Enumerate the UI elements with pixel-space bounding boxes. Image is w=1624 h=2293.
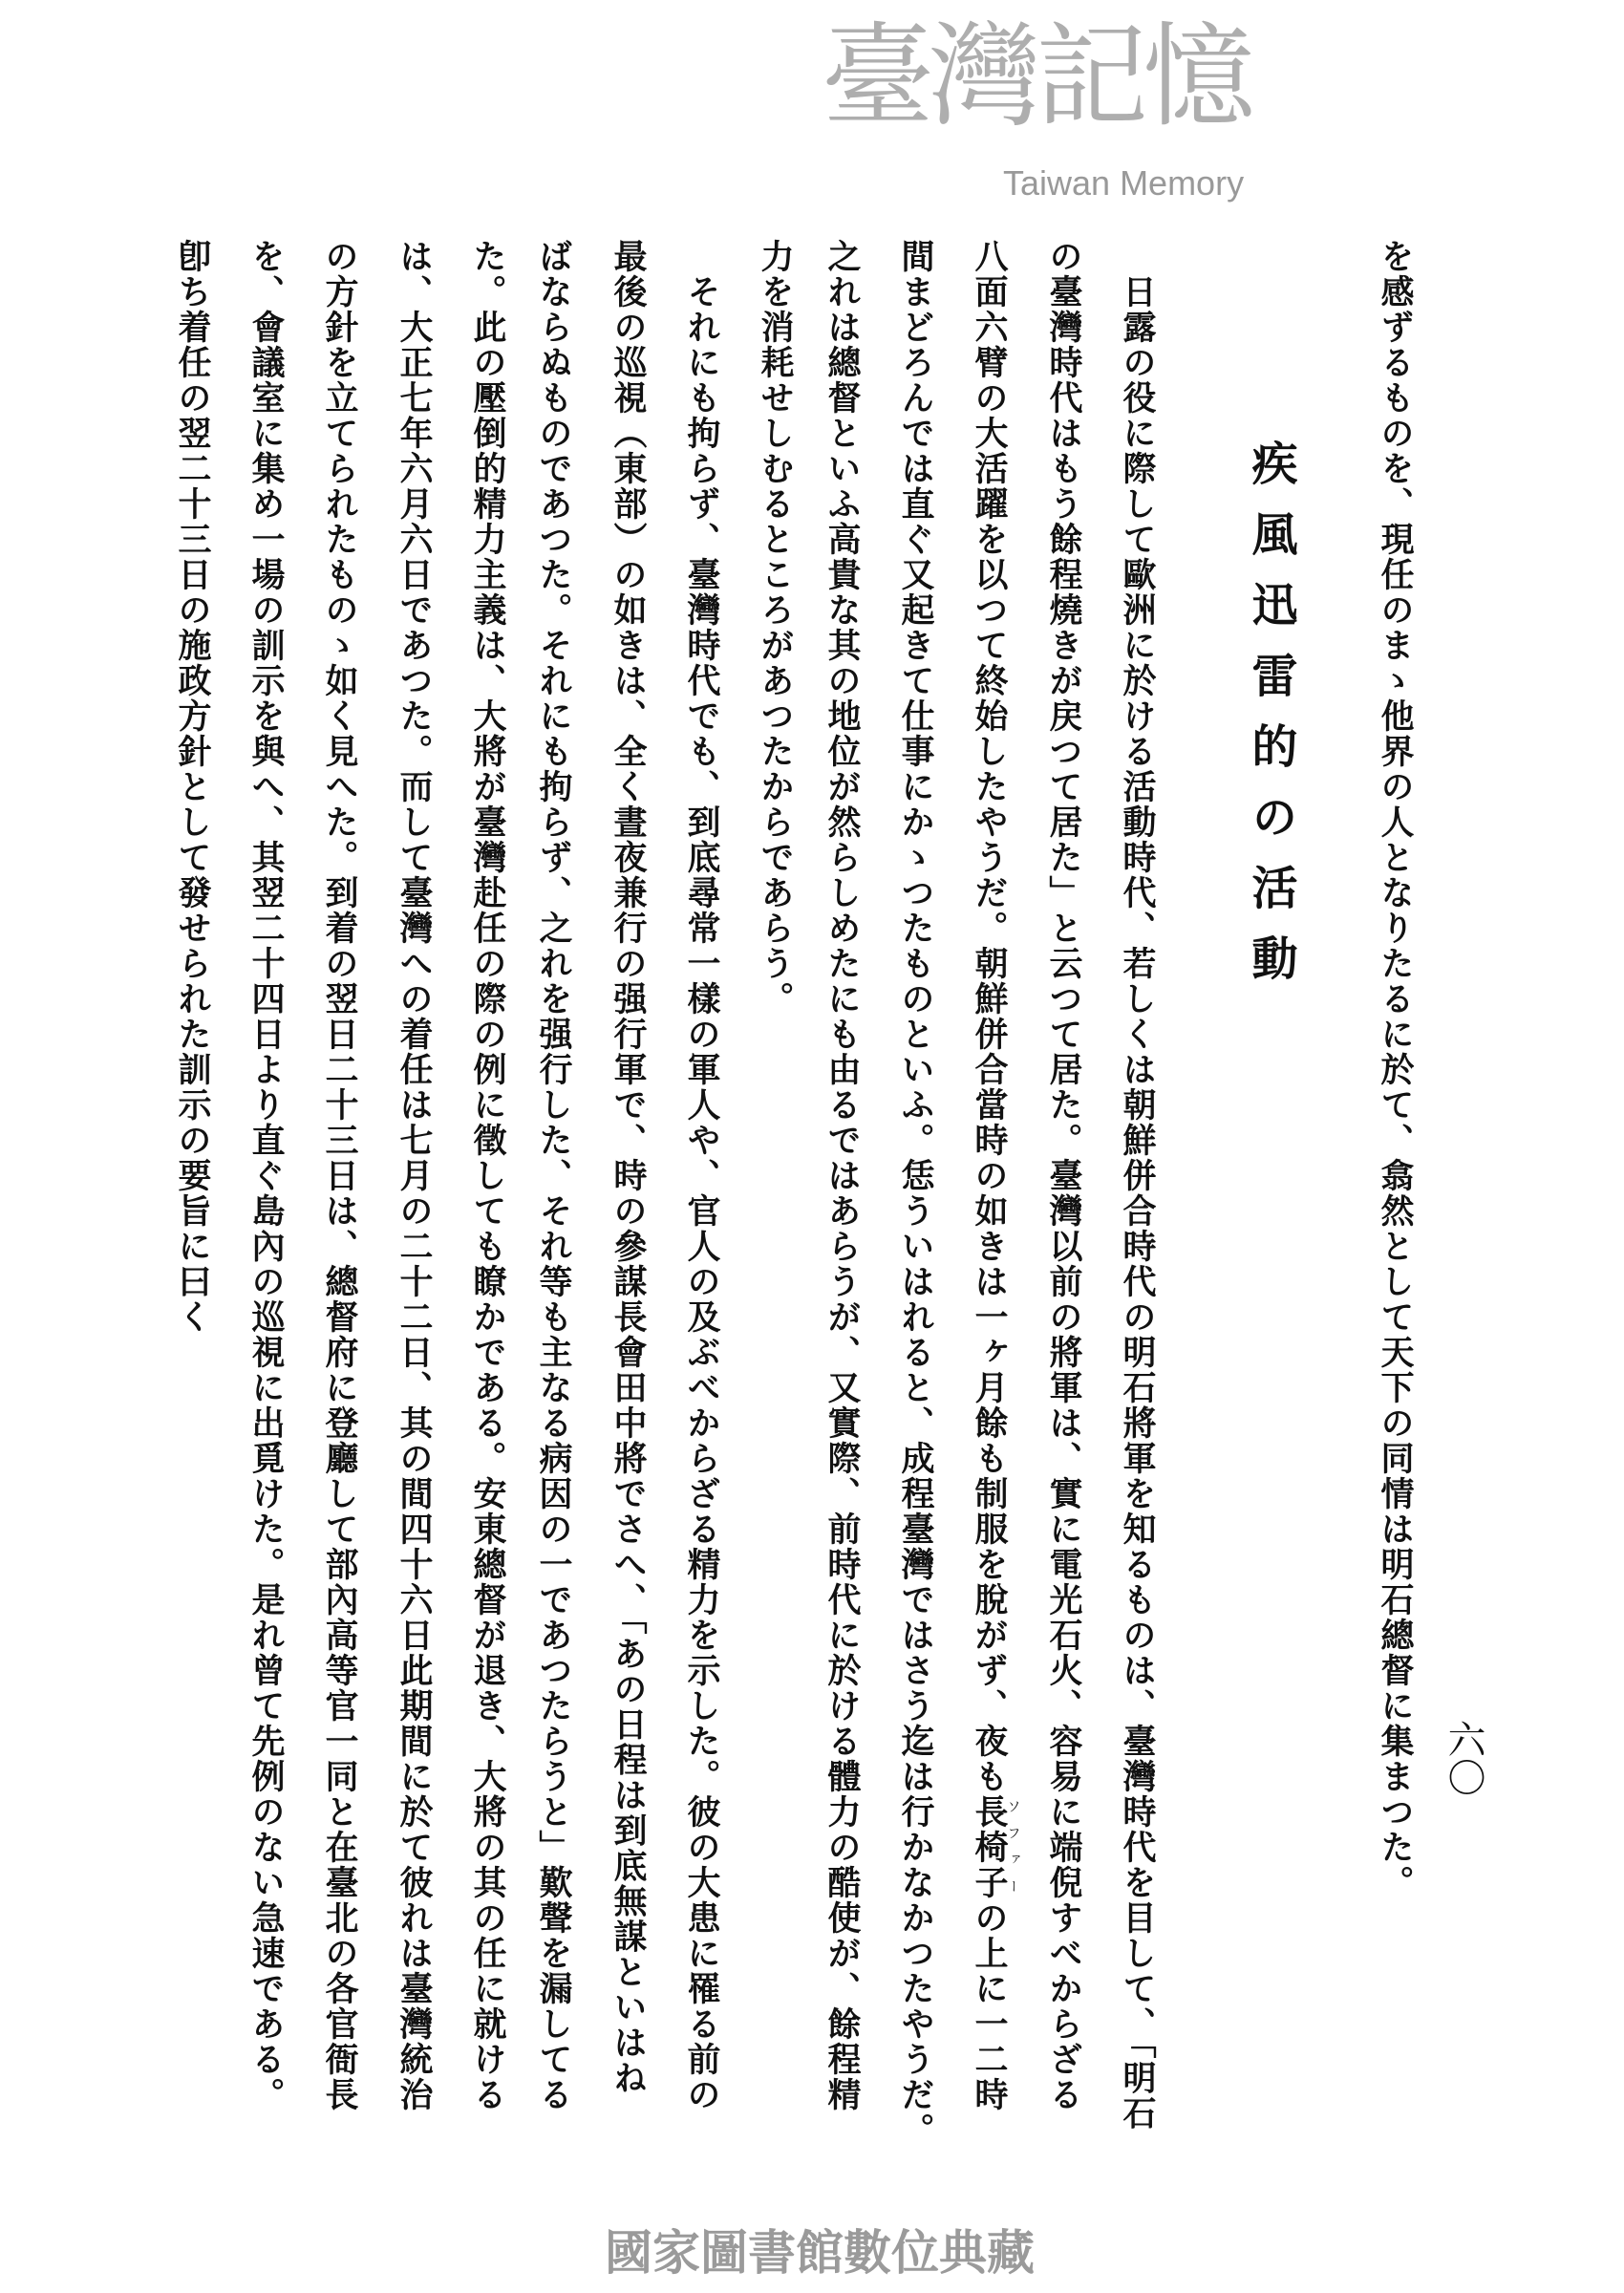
footer-credit: 國家圖書館數位典藏 <box>605 2225 1035 2281</box>
watermark-en: Taiwan Memory <box>1003 163 1245 203</box>
text-column-5: 間まどろんでは直ぐ又起きて仕事にかゝつたものといふ。恁ういはれると、成程臺灣ではさう迄は行かなかつたやうだ。 <box>896 239 935 2148</box>
text-column-9: 最後の巡視（東部）の如きは、全く晝夜兼行の强行軍で、時の參謀長會田中將でさへ、「あの日程は到底無謀といはね <box>609 239 648 2096</box>
text-column-11: た。此の壓倒的精力主義は、大將が臺灣赴任の際の例に徵しても瞭かである。安東總督が退き、大將の其の任に就ける <box>468 239 507 2112</box>
ruby-reading: ソファー <box>1005 1794 1021 1900</box>
column-4-text: 八面六臂の大活躍を以つて終始したやうだ。朝鮮併合當時の如きは一ヶ月餘も制服を脫がず、夜も <box>970 239 1009 1794</box>
text-column-6: 之れは總督といふ高貴な其の地位が然らしめたにも由るではあらうが、又實際、前時代に於ける體力の酷使が、餘程精 <box>823 239 862 2112</box>
text-column-2: 日露の役に際して歐洲に於ける活動時代、若しくは朝鮮併合時代の明石將軍を知るものは、臺灣時代を目して、「明石 <box>1118 239 1157 2132</box>
text-column-12: は、大正七年六月六日であつた。而して臺灣への着任は七月の二十二日、其の間四十六日此期間に於て彼れは臺灣統治 <box>395 239 434 2112</box>
watermark-cjk: 臺灣記憶 <box>822 11 1250 142</box>
text-column-3: の臺灣時代はもう餘程燒きが戻つて居た」と云つて居た。臺灣以前の將軍は、實に電光石火、容易に端倪すべからざる <box>1044 239 1083 2112</box>
text-column-8: それにも拘らず、臺灣時代でも、到底尋常一樣の軍人や、官人の及ぶべからざる精力を示した。彼の大患に罹る前の <box>682 239 721 2112</box>
column-4-tail: の上に一二時 <box>970 1900 1009 2112</box>
text-column-15: 卽ち着任の翌二十三日の施政方針として發せられた訓示の要旨に曰く <box>173 239 212 1335</box>
text-column-14: を、會議室に集め一場の訓示を與へ、其翌二十四日より直ぐ島內の巡視に出覓けた。是れ曾て先例のない急速である。 <box>246 239 286 2112</box>
text-column-13: の方針を立てられたものゝ如く見へた。到着の翌日二十三日は、總督府に登廳して部內高等官一同と在臺北の各官衙長 <box>320 239 359 2112</box>
page-number: 六〇 <box>1442 1720 1485 1796</box>
text-column-1: を感ずるものを、現任のまゝ他界の人となりたるに於て、翕然として天下の同情は明石總督に集まつた。 <box>1376 239 1415 1900</box>
ruby-sofa <box>970 1794 1021 1900</box>
section-heading: 疾風迅雷的の活動 <box>1244 439 1297 1005</box>
watermark <box>822 10 1357 225</box>
text-column-4 <box>970 239 1020 2112</box>
text-column-7: 力を消耗せしむるところがあつたからであらう。 <box>756 239 795 1017</box>
text-column-10: ばならぬものであつた。それにも拘らず、之れを强行した、それ等も主なる病因の一であつたらうと」歎聲を漏してる <box>534 239 573 2112</box>
ruby-base: 長椅子 <box>970 1794 1009 1900</box>
